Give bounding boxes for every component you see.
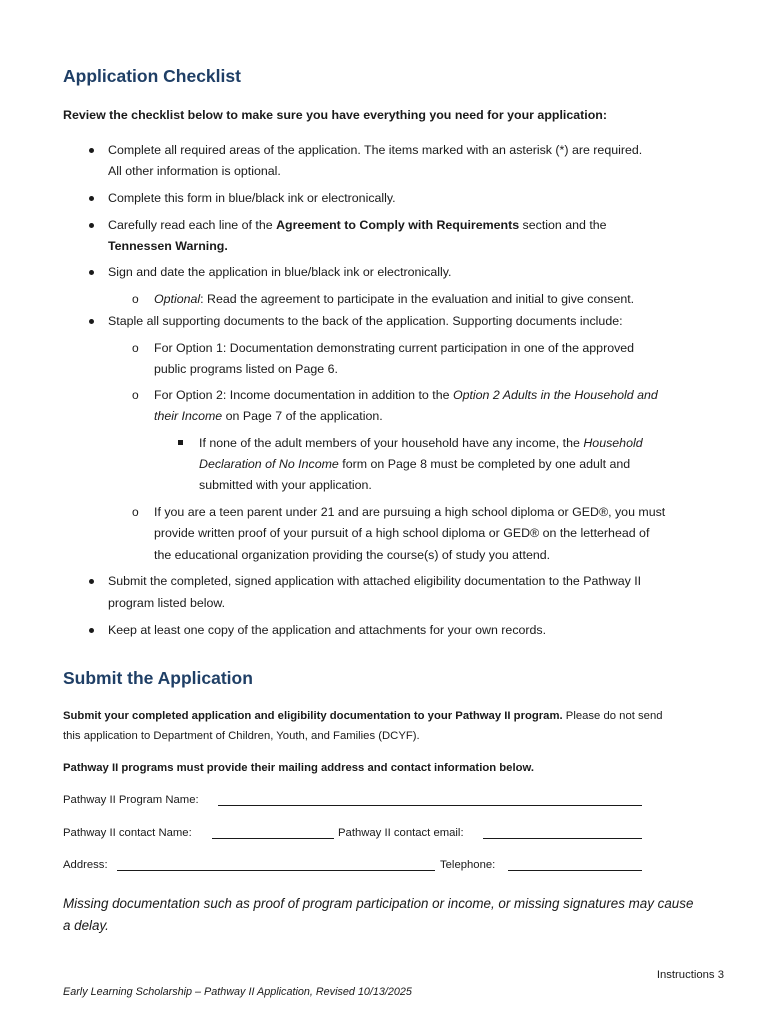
- text-segment: on Page 7 of the application.: [222, 409, 383, 423]
- tennessen-warning: Tennessen Warning.: [108, 239, 228, 253]
- bullet-icon: [89, 223, 94, 228]
- teen-parent-line2: provide written proof of your pursuit of a high school diploma or GED® on the letterhead of: [154, 526, 650, 540]
- missing-docs-warning: Missing documentation such as proof of program participation or income, or missing signatures may cause: [63, 896, 694, 911]
- contact-email-label: Pathway II contact email:: [338, 827, 464, 839]
- text-segment: : Read the agreement to participate in the evaluation and initial to give consent.: [200, 292, 635, 306]
- footer-doc-title: Early Learning Scholarship – Pathway II Application, Revised 10/13/2025: [63, 986, 412, 998]
- text-segment: Carefully read each line of the: [108, 218, 277, 232]
- text-segment: Optional: [154, 292, 201, 306]
- submit-heading: Submit the Application: [63, 668, 253, 688]
- checklist-item-submit: Submit the completed, signed application with attached eligibility documentation to the Pathway II: [108, 574, 642, 588]
- checklist-subitem-optional: [154, 289, 634, 310]
- program-name-field[interactable]: [218, 805, 642, 806]
- submit-para2: Pathway II programs must provide their mailing address and contact information below.: [63, 762, 534, 774]
- checklist-item-staple: Staple all supporting documents to the back of the application. Supporting documents include:: [108, 314, 623, 328]
- checklist-item-sign: Sign and date the application in blue/black ink or electronically.: [108, 265, 452, 279]
- option2-line2: [154, 406, 383, 427]
- checklist-item-submit-cont: program listed below.: [108, 596, 226, 610]
- option2-line1: [154, 385, 658, 406]
- text-segment: their Income: [154, 409, 223, 423]
- circle-bullet-icon: o: [132, 388, 139, 402]
- page-number: Instructions 3: [656, 969, 724, 981]
- text-segment: form on Page 8 must be completed by one adult and: [338, 457, 631, 471]
- text-segment: Submit your completed application and eligibility documentation to your Pathway II program.: [63, 710, 563, 722]
- checklist-item-required: Complete all required areas of the application. The items marked with an asterisk (*) are required.: [108, 143, 643, 157]
- checklist-item-required-cont: All other information is optional.: [108, 164, 281, 178]
- option1-line2: public programs listed on Page 6.: [154, 362, 338, 376]
- bullet-icon: [89, 579, 94, 584]
- circle-bullet-icon: o: [132, 292, 139, 306]
- text-segment: For Option 2: Income documentation in addition to the: [154, 388, 453, 402]
- circle-bullet-icon: o: [132, 341, 139, 355]
- checklist-item-copy: Keep at least one copy of the application and attachments for your own records.: [108, 623, 547, 637]
- contact-email-field[interactable]: [483, 838, 642, 839]
- text-segment: Option 2 Adults in the Household and: [452, 388, 658, 402]
- teen-parent-line3: the educational organization providing the course(s) of study you attend.: [154, 548, 551, 562]
- contact-name-field[interactable]: [212, 838, 334, 839]
- no-income-line2: [199, 454, 630, 475]
- agreement-title: Agreement to Comply with Requirements: [276, 218, 520, 232]
- contact-name-label: Pathway II contact Name:: [63, 827, 192, 839]
- telephone-field[interactable]: [508, 870, 642, 871]
- text-segment: Household: [583, 436, 643, 450]
- no-income-line1: [199, 433, 643, 454]
- submit-para1-line1: [63, 706, 663, 727]
- text-segment: If none of the adult members of your household have any income, the: [199, 436, 584, 450]
- checklist-item-ink: Complete this form in blue/black ink or electronically.: [108, 191, 396, 205]
- bullet-icon: [89, 196, 94, 201]
- bullet-icon: [89, 628, 94, 633]
- bullet-icon: [89, 319, 94, 324]
- telephone-label: Telephone:: [440, 859, 496, 871]
- address-field[interactable]: [117, 870, 435, 871]
- program-name-label: Pathway II Program Name:: [63, 794, 199, 806]
- bullet-icon: [89, 148, 94, 153]
- checklist-intro: Review the checklist below to make sure you have everything you need for your application:: [63, 108, 607, 122]
- address-label: Address:: [63, 859, 108, 871]
- checklist-heading: Application Checklist: [63, 66, 241, 86]
- option1-line1: For Option 1: Documentation demonstrating current participation in one of the approved: [154, 341, 635, 355]
- text-segment: section and the: [519, 218, 607, 232]
- submit-para1-line2: this application to Department of Children, Youth, and Families (DCYF).: [63, 730, 420, 742]
- square-bullet-icon: [178, 440, 183, 445]
- checklist-item-agreement: [108, 215, 607, 236]
- no-income-line3: submitted with your application.: [199, 478, 372, 492]
- teen-parent-line1: If you are a teen parent under 21 and are pursuing a high school diploma or GED®, you must: [154, 505, 666, 519]
- text-segment: Declaration of No Income: [199, 457, 339, 471]
- circle-bullet-icon: o: [132, 505, 139, 519]
- bullet-icon: [89, 270, 94, 275]
- text-segment: Please do not send: [562, 710, 663, 722]
- missing-docs-warning-cont: a delay.: [63, 918, 109, 933]
